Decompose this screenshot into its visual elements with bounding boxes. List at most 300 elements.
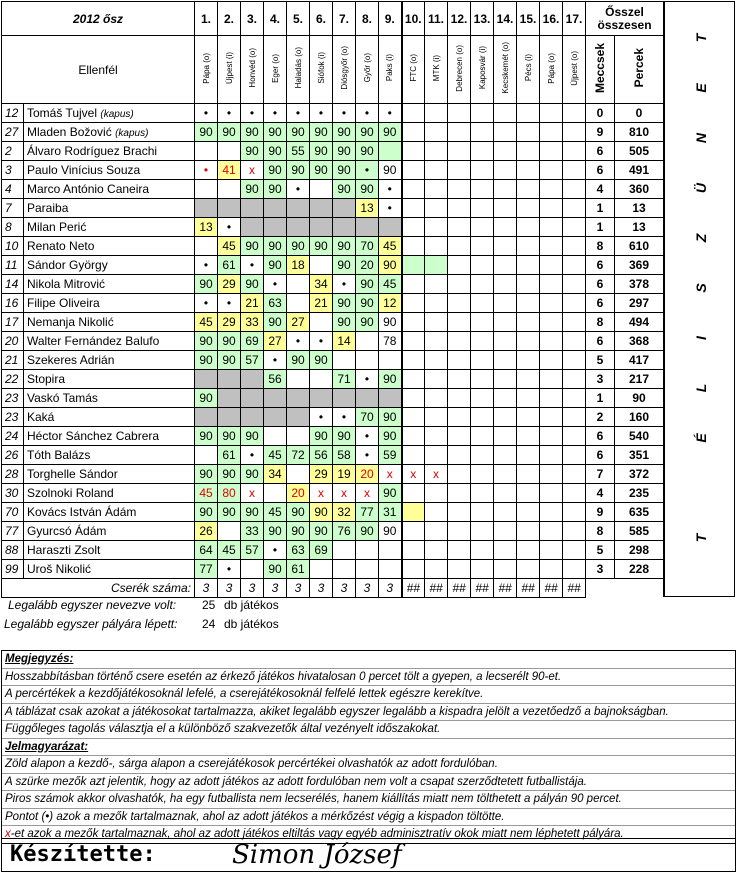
round-number: 17. bbox=[563, 2, 586, 36]
minutes-cell bbox=[287, 465, 310, 484]
minutes-cell bbox=[195, 142, 218, 161]
minutes-cell bbox=[563, 465, 586, 484]
minutes-cell bbox=[563, 408, 586, 427]
minutes-cell: • bbox=[195, 104, 218, 123]
minutes-cell bbox=[540, 161, 563, 180]
minutes-cell: 90 bbox=[218, 332, 241, 351]
minutes-cell bbox=[540, 560, 563, 579]
minutes-cell: 90 bbox=[241, 180, 264, 199]
player-name-cell bbox=[24, 180, 195, 199]
player-name-cell bbox=[24, 161, 195, 180]
minutes-cell bbox=[379, 351, 402, 370]
minutes-cell: • bbox=[333, 275, 356, 294]
minutes-cell: • bbox=[195, 161, 218, 180]
minutes-cell bbox=[517, 123, 540, 142]
player-row bbox=[2, 408, 664, 427]
minutes-cell bbox=[563, 256, 586, 275]
minutes-cell bbox=[471, 351, 494, 370]
matches-total: 4 bbox=[586, 484, 615, 503]
minutes-cell bbox=[425, 104, 448, 123]
winter-break-letter: Z bbox=[693, 233, 709, 243]
remark-line: A táblázat csak azokat a játékosokat tartalmazza, akiket legalább egyszer legalább a kispadra jelölt a vezetőedző a bajnokságban. bbox=[2, 704, 735, 722]
minutes-cell: 77 bbox=[195, 560, 218, 579]
round-number: 2. bbox=[218, 2, 241, 36]
player-name: Paulo Vinícius Souza bbox=[27, 163, 141, 177]
minutes-total: 635 bbox=[615, 503, 664, 522]
minutes-cell bbox=[264, 199, 287, 218]
minutes-cell: 20 bbox=[356, 256, 379, 275]
minutes-cell bbox=[494, 161, 517, 180]
notes-box bbox=[1, 650, 736, 844]
minutes-cell bbox=[540, 104, 563, 123]
shirt-number: 8 bbox=[2, 218, 24, 237]
matches-total: 8 bbox=[586, 522, 615, 541]
player-row bbox=[2, 142, 664, 161]
played-label: Legalább egyszer pályára lépett: bbox=[4, 617, 178, 631]
minutes-cell bbox=[402, 161, 425, 180]
minutes-cell bbox=[471, 275, 494, 294]
minutes-cell bbox=[195, 199, 218, 218]
minutes-cell: • bbox=[287, 104, 310, 123]
minutes-cell: 90 bbox=[379, 484, 402, 503]
minutes-cell: • bbox=[379, 180, 402, 199]
minutes-cell: 59 bbox=[379, 446, 402, 465]
minutes-cell bbox=[425, 123, 448, 142]
round-number: 3. bbox=[241, 2, 264, 36]
minutes-cell: 90 bbox=[241, 275, 264, 294]
minutes-cell: 90 bbox=[379, 370, 402, 389]
matches-total: 0 bbox=[586, 104, 615, 123]
minutes-cell bbox=[448, 313, 471, 332]
minutes-cell: 69 bbox=[241, 332, 264, 351]
minutes-cell: • bbox=[333, 408, 356, 427]
minutes-cell: 61 bbox=[287, 560, 310, 579]
minutes-cell bbox=[517, 389, 540, 408]
minutes-cell bbox=[379, 560, 402, 579]
minutes-cell bbox=[540, 541, 563, 560]
minutes-cell bbox=[402, 408, 425, 427]
legend-x-text: -et azok a mezők tartalmaznak, ahol az adott játékos eltiltás vagy egyéb adminisztratív okok miatt nem léphetett pályára. bbox=[10, 828, 624, 840]
matches-total: 6 bbox=[586, 332, 615, 351]
minutes-total: 228 bbox=[615, 560, 664, 579]
minutes-cell bbox=[471, 237, 494, 256]
minutes-cell bbox=[494, 560, 517, 579]
player-name: Renato Neto bbox=[27, 239, 95, 253]
player-name-cell bbox=[24, 294, 195, 313]
remark-line: Függőleges tagolás választja el a különböző szakvezetők által vezényelt időszakokat. bbox=[2, 721, 735, 739]
minutes-cell: 90 bbox=[218, 427, 241, 446]
minutes-cell: x bbox=[402, 465, 425, 484]
minutes-cell bbox=[563, 161, 586, 180]
minutes-cell bbox=[310, 218, 333, 237]
minutes-cell: 90 bbox=[218, 503, 241, 522]
opponent-name: Kecskemét (o) bbox=[500, 42, 510, 94]
minutes-cell: 61 bbox=[218, 256, 241, 275]
minutes-cell bbox=[448, 256, 471, 275]
minutes-cell: 90 bbox=[379, 313, 402, 332]
minutes-cell bbox=[540, 332, 563, 351]
shirt-number: 30 bbox=[2, 484, 24, 503]
minutes-cell bbox=[471, 446, 494, 465]
minutes-cell bbox=[563, 294, 586, 313]
matches-total: 9 bbox=[586, 503, 615, 522]
round-number: 12. bbox=[448, 2, 471, 36]
matches-total: 3 bbox=[586, 370, 615, 389]
player-note: (kapus) bbox=[115, 128, 149, 139]
minutes-cell bbox=[425, 389, 448, 408]
player-row bbox=[2, 503, 664, 522]
player-name-cell bbox=[24, 427, 195, 446]
minutes-cell bbox=[264, 408, 287, 427]
minutes-cell: 45 bbox=[264, 503, 287, 522]
minutes-cell bbox=[517, 560, 540, 579]
opponent-name: Pécs (i) bbox=[523, 54, 533, 82]
player-name: Mladen Božović bbox=[27, 125, 112, 139]
minutes-cell bbox=[448, 237, 471, 256]
round-number: 4. bbox=[264, 2, 287, 36]
minutes-cell bbox=[494, 237, 517, 256]
matches-total: 1 bbox=[586, 218, 615, 237]
minutes-cell: x bbox=[310, 484, 333, 503]
player-name: Kovács István Ádám bbox=[27, 505, 137, 519]
minutes-cell: 90 bbox=[264, 180, 287, 199]
player-note: (kapus) bbox=[100, 109, 134, 120]
shirt-number: 4 bbox=[2, 180, 24, 199]
minutes-cell bbox=[448, 180, 471, 199]
player-name-cell bbox=[24, 142, 195, 161]
minutes-cell bbox=[471, 104, 494, 123]
minutes-cell: • bbox=[264, 275, 287, 294]
minutes-cell bbox=[494, 465, 517, 484]
winter-break-letter: I bbox=[693, 336, 709, 340]
minutes-total: 491 bbox=[615, 161, 664, 180]
winter-break-letter: N bbox=[693, 132, 709, 144]
minutes-cell bbox=[195, 237, 218, 256]
minutes-cell bbox=[563, 446, 586, 465]
player-name: Uroš Nikolić bbox=[27, 562, 92, 576]
minutes-cell bbox=[448, 389, 471, 408]
player-name: Kaká bbox=[27, 410, 55, 424]
minutes-cell: 90 bbox=[264, 560, 287, 579]
minutes-cell: 69 bbox=[310, 541, 333, 560]
player-row bbox=[2, 370, 664, 389]
minutes-cell: 90 bbox=[333, 123, 356, 142]
minutes-cell bbox=[425, 522, 448, 541]
winter-break-letter: T bbox=[693, 533, 709, 543]
winter-break-letter: S bbox=[693, 283, 709, 293]
subs-count: 3 bbox=[241, 579, 264, 598]
player-name: Tomáš Tujvel bbox=[27, 106, 98, 120]
shirt-number: 99 bbox=[2, 560, 24, 579]
opponent-name: Újpest (i) bbox=[224, 51, 234, 84]
minutes-cell bbox=[425, 541, 448, 560]
player-row bbox=[2, 389, 664, 408]
minutes-cell bbox=[264, 218, 287, 237]
minutes-total: 160 bbox=[615, 408, 664, 427]
round-number: 1. bbox=[195, 2, 218, 36]
minutes-cell bbox=[448, 446, 471, 465]
subs-count: 3 bbox=[356, 579, 379, 598]
winter-break-letter: É bbox=[693, 433, 709, 443]
minutes-cell: 90 bbox=[356, 123, 379, 142]
minutes-cell bbox=[540, 465, 563, 484]
minutes-cell bbox=[218, 522, 241, 541]
opponent-name: Pápa (o) bbox=[201, 52, 211, 84]
round-number: 15. bbox=[517, 2, 540, 36]
player-name: Paraiba bbox=[27, 201, 69, 215]
subs-count: 3 bbox=[264, 579, 287, 598]
minutes-cell: 90 bbox=[218, 351, 241, 370]
minutes-cell: • bbox=[218, 560, 241, 579]
minutes-cell: 90 bbox=[356, 275, 379, 294]
minutes-cell: • bbox=[218, 294, 241, 313]
minutes-cell bbox=[448, 218, 471, 237]
minutes-cell bbox=[563, 522, 586, 541]
minutes-cell: • bbox=[241, 446, 264, 465]
minutes-cell bbox=[494, 332, 517, 351]
minutes-cell bbox=[471, 389, 494, 408]
opponent-header bbox=[425, 36, 448, 104]
minutes-cell: 34 bbox=[264, 465, 287, 484]
minutes-cell: 70 bbox=[356, 237, 379, 256]
minutes-cell bbox=[540, 199, 563, 218]
minutes-cell: 90 bbox=[333, 142, 356, 161]
opponent-header bbox=[264, 36, 287, 104]
player-row bbox=[2, 465, 664, 484]
player-name: Nemanja Nikolić bbox=[27, 315, 114, 329]
minutes-cell bbox=[471, 427, 494, 446]
opponent-header bbox=[287, 36, 310, 104]
minutes-cell: 90 bbox=[310, 351, 333, 370]
minutes-cell bbox=[379, 541, 402, 560]
minutes-cell: 29 bbox=[310, 465, 333, 484]
minutes-cell bbox=[310, 370, 333, 389]
subs-count: ## bbox=[425, 579, 448, 598]
shirt-number: 11 bbox=[2, 256, 24, 275]
player-name: Héctor Sánchez Cabrera bbox=[27, 429, 160, 443]
opponent-header bbox=[333, 36, 356, 104]
player-row bbox=[2, 294, 664, 313]
minutes-cell: 34 bbox=[310, 275, 333, 294]
minutes-cell bbox=[563, 351, 586, 370]
minutes-cell bbox=[517, 541, 540, 560]
minutes-cell bbox=[425, 332, 448, 351]
minutes-total: 0 bbox=[615, 104, 664, 123]
minutes-cell: 90 bbox=[218, 465, 241, 484]
opponent-name: Haladás (o) bbox=[293, 47, 303, 89]
minutes-cell bbox=[241, 370, 264, 389]
minutes-cell: 90 bbox=[264, 123, 287, 142]
minutes-cell: 90 bbox=[379, 427, 402, 446]
minutes-cell bbox=[287, 199, 310, 218]
subs-count: ## bbox=[540, 579, 563, 598]
minutes-cell bbox=[402, 370, 425, 389]
minutes-cell bbox=[540, 484, 563, 503]
player-name: Vaskó Tamás bbox=[27, 391, 98, 405]
minutes-cell: 90 bbox=[218, 123, 241, 142]
minutes-cell bbox=[494, 389, 517, 408]
opponent-name: Paks (i) bbox=[385, 54, 395, 82]
opponent-header bbox=[218, 36, 241, 104]
minutes-cell bbox=[218, 199, 241, 218]
subs-label: Cserék száma: bbox=[2, 579, 195, 598]
minutes-cell bbox=[517, 313, 540, 332]
minutes-cell bbox=[517, 180, 540, 199]
minutes-cell bbox=[402, 503, 425, 522]
shirt-number: 22 bbox=[2, 370, 24, 389]
opponent-header bbox=[540, 36, 563, 104]
minutes-cell: 90 bbox=[287, 351, 310, 370]
minutes-cell: 90 bbox=[379, 161, 402, 180]
minutes-cell bbox=[402, 541, 425, 560]
subs-row bbox=[2, 579, 664, 598]
opponent-header bbox=[517, 36, 540, 104]
winter-break-letter: Ü bbox=[693, 182, 709, 194]
remark-line: Hosszabbításban történő csere esetén az érkező játékos hivatalosan 0 percet tölt a gyepen, a lecserélt 90-et. bbox=[2, 669, 735, 687]
minutes-cell bbox=[287, 389, 310, 408]
minutes-cell bbox=[471, 332, 494, 351]
season-title: 2012 ősz bbox=[2, 2, 195, 36]
minutes-cell bbox=[287, 218, 310, 237]
matches-total: 4 bbox=[586, 180, 615, 199]
minutes-cell: 77 bbox=[356, 503, 379, 522]
matches-total: 6 bbox=[586, 294, 615, 313]
minutes-total: 378 bbox=[615, 275, 664, 294]
minutes-cell: 90 bbox=[379, 123, 402, 142]
minutes-cell bbox=[333, 560, 356, 579]
player-row bbox=[2, 275, 664, 294]
minutes-cell bbox=[517, 446, 540, 465]
player-name: Filipe Oliveira bbox=[27, 296, 100, 310]
minutes-cell bbox=[425, 484, 448, 503]
minutes-cell: 45 bbox=[379, 275, 402, 294]
footer bbox=[1, 838, 736, 872]
minutes-cell: 90 bbox=[241, 123, 264, 142]
player-row bbox=[2, 560, 664, 579]
player-name-cell bbox=[24, 522, 195, 541]
minutes-cell: x bbox=[241, 161, 264, 180]
subs-count: 3 bbox=[310, 579, 333, 598]
minutes-cell bbox=[425, 237, 448, 256]
minutes-cell bbox=[425, 427, 448, 446]
nominated-label: Legalább egyszer nevezve volt: bbox=[8, 598, 177, 612]
matches-total: 6 bbox=[586, 256, 615, 275]
minutes-cell bbox=[540, 218, 563, 237]
minutes-cell: • bbox=[241, 256, 264, 275]
minutes-cell bbox=[402, 142, 425, 161]
player-row bbox=[2, 446, 664, 465]
minutes-cell bbox=[310, 560, 333, 579]
minutes-cell bbox=[264, 389, 287, 408]
minutes-cell: 45 bbox=[218, 237, 241, 256]
minutes-cell: 90 bbox=[241, 503, 264, 522]
minutes-cell bbox=[517, 351, 540, 370]
minutes-cell bbox=[425, 199, 448, 218]
minutes-cell bbox=[287, 408, 310, 427]
player-name-cell bbox=[24, 351, 195, 370]
minutes-cell: • bbox=[379, 199, 402, 218]
player-name-cell bbox=[24, 503, 195, 522]
minutes-cell bbox=[448, 484, 471, 503]
minutes-cell: 45 bbox=[195, 313, 218, 332]
minutes-cell: 90 bbox=[310, 142, 333, 161]
minutes-cell bbox=[402, 560, 425, 579]
minutes-cell: 90 bbox=[264, 522, 287, 541]
player-name-cell bbox=[24, 275, 195, 294]
minutes-cell bbox=[494, 275, 517, 294]
minutes-cell bbox=[540, 237, 563, 256]
player-row bbox=[2, 541, 664, 560]
minutes-total: 298 bbox=[615, 541, 664, 560]
minutes-cell bbox=[540, 256, 563, 275]
minutes-cell bbox=[425, 313, 448, 332]
shirt-number: 10 bbox=[2, 237, 24, 256]
matches-label: Meccsek bbox=[593, 42, 608, 94]
minutes-cell: 64 bbox=[195, 541, 218, 560]
opponent-header bbox=[195, 36, 218, 104]
minutes-cell: 90 bbox=[333, 313, 356, 332]
minutes-cell bbox=[540, 123, 563, 142]
minutes-cell: 33 bbox=[241, 313, 264, 332]
minutes-total: 368 bbox=[615, 332, 664, 351]
minutes-cell bbox=[448, 427, 471, 446]
subs-count: ## bbox=[517, 579, 540, 598]
minutes-cell bbox=[494, 256, 517, 275]
legend-x-mark: x bbox=[5, 828, 11, 840]
minutes-cell: 56 bbox=[310, 446, 333, 465]
minutes-cell bbox=[379, 218, 402, 237]
minutes-cell bbox=[448, 541, 471, 560]
minutes-cell bbox=[563, 503, 586, 522]
player-name-cell bbox=[24, 237, 195, 256]
minutes-cell: 45 bbox=[264, 446, 287, 465]
minutes-cell bbox=[563, 484, 586, 503]
minutes-cell: 90 bbox=[241, 142, 264, 161]
minutes-cell bbox=[494, 408, 517, 427]
played-value: 24 bbox=[202, 617, 216, 631]
minutes-cell: 29 bbox=[218, 313, 241, 332]
minutes-cell bbox=[402, 180, 425, 199]
opponent-name: Győr (o) bbox=[362, 53, 372, 83]
minutes-cell bbox=[494, 180, 517, 199]
minutes-cell: 13 bbox=[195, 218, 218, 237]
nominated-unit: db játékos bbox=[224, 598, 279, 612]
minutes-cell bbox=[310, 199, 333, 218]
minutes-total: 540 bbox=[615, 427, 664, 446]
minutes-cell bbox=[517, 465, 540, 484]
minutes-cell: 90 bbox=[379, 408, 402, 427]
minutes-cell bbox=[356, 560, 379, 579]
minutes-cell bbox=[494, 142, 517, 161]
nominated-value: 25 bbox=[202, 598, 216, 612]
minutes-cell: 90 bbox=[264, 237, 287, 256]
minutes-cell bbox=[425, 560, 448, 579]
minutes-cell: 21 bbox=[241, 294, 264, 313]
minutes-cell: 90 bbox=[241, 427, 264, 446]
minutes-cell bbox=[494, 503, 517, 522]
minutes-cell: 45 bbox=[218, 541, 241, 560]
minutes-total: 369 bbox=[615, 256, 664, 275]
minutes-cell bbox=[333, 389, 356, 408]
minutes-cell: • bbox=[287, 332, 310, 351]
minutes-cell: • bbox=[310, 408, 333, 427]
legend-title: Jelmagyarázat: bbox=[2, 739, 735, 757]
shirt-number: 12 bbox=[2, 104, 24, 123]
subs-count: ## bbox=[494, 579, 517, 598]
minutes-cell: 31 bbox=[379, 503, 402, 522]
minutes-cell bbox=[425, 370, 448, 389]
round-number: 16. bbox=[540, 2, 563, 36]
